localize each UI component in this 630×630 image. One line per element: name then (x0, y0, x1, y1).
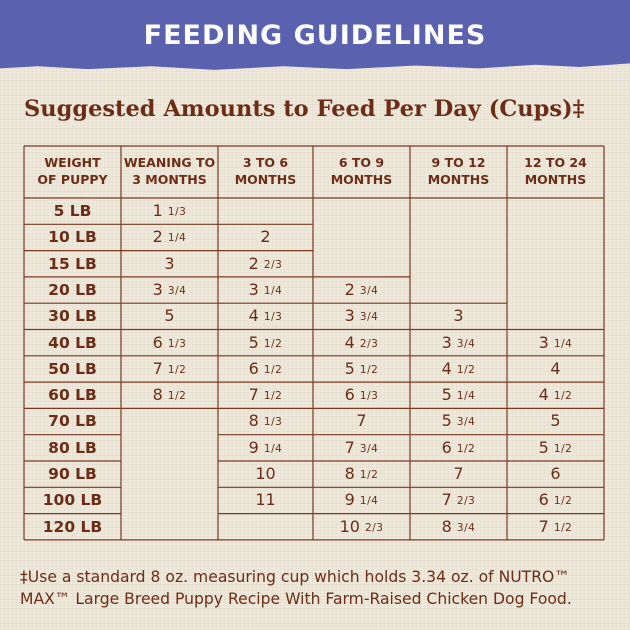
fraction: 1/3 (167, 206, 187, 218)
weight-cell: 90 LB (48, 465, 97, 483)
amount-cell: 2 2/3 (248, 253, 283, 273)
fraction: 1/2 (359, 363, 379, 376)
weight-cell: 50 LB (48, 359, 97, 378)
column-header-line: 9 TO 12 (431, 155, 486, 170)
amount-cell: 7 (356, 411, 367, 431)
fraction: 1/4 (553, 337, 573, 350)
weight-cell: 120 LB (42, 517, 103, 536)
fraction: 1/2 (456, 363, 476, 376)
amount-cell: 1 1/3 (152, 201, 187, 220)
amount-cell: 3 3/4 (344, 306, 379, 326)
fraction: 1/4 (167, 232, 187, 245)
amount-cell: 9 1/4 (344, 490, 379, 510)
fraction: 1/3 (263, 416, 283, 429)
amount-cell: 10 2/3 (339, 516, 384, 536)
fraction: 1/4 (359, 495, 379, 508)
fraction: 3/4 (456, 521, 476, 534)
amount-cell: 6 (550, 464, 561, 483)
amount-cell: 2 (260, 227, 271, 247)
amount-cell: 5 1/2 (248, 332, 283, 352)
amount-cell: 5 3/4 (441, 411, 476, 431)
amount-cell: 3 (453, 306, 464, 326)
amount-cell: 7 (453, 464, 464, 483)
weight-cell: 15 LB (48, 254, 97, 273)
column-header (507, 154, 604, 188)
fraction: 1/3 (359, 390, 379, 403)
amount-cell: 4 1/2 (538, 385, 573, 405)
amount-cell: 2 1/4 (152, 227, 187, 247)
weight-cell: 70 LB (48, 412, 97, 431)
fraction: 3/4 (359, 442, 379, 455)
amount-cell: 3 3/4 (441, 332, 476, 352)
fraction: 2/3 (263, 258, 283, 271)
fraction: 1/4 (263, 284, 283, 297)
amount-cell: 3 3/4 (152, 279, 187, 299)
table-subtitle: Suggested Amounts to Feed Per Day (Cups)‡ (24, 96, 585, 122)
column-header-line: 3 MONTHS (132, 172, 207, 187)
amount-cell: 7 1/2 (152, 358, 187, 378)
fraction: 1/2 (456, 442, 476, 455)
amount-cell: 4 2/3 (344, 332, 379, 352)
fraction: 1/4 (456, 390, 476, 403)
column-header-line: OF PUPPY (37, 172, 108, 187)
weight-cell: 80 LB (48, 438, 97, 457)
fraction: 1/2 (553, 521, 573, 534)
amount-cell: 3 (164, 253, 175, 273)
amount-cell: 3 1/4 (248, 279, 283, 299)
fraction: 3/4 (456, 337, 476, 350)
fraction: 3/4 (359, 311, 379, 324)
amount-cell: 11 (255, 490, 276, 510)
amount-cell: 2 3/4 (344, 279, 379, 299)
fraction: 1/2 (263, 337, 283, 350)
weight-cell: 30 LB (48, 307, 97, 326)
column-header-line: MONTHS (524, 172, 587, 187)
weight-cell: 100 LB (42, 491, 103, 510)
weight-cell: 40 LB (48, 333, 97, 352)
column-header-line: MONTHS (234, 172, 297, 187)
amount-cell: 4 1/2 (441, 358, 476, 378)
amount-cell: 6 1/3 (344, 385, 379, 405)
fraction: 3/4 (456, 416, 476, 429)
amount-cell: 5 (550, 411, 561, 431)
amount-cell: 9 1/4 (248, 437, 283, 457)
page-title: FEEDING GUIDELINES (143, 20, 487, 51)
weight-cell: 5 LB (53, 202, 92, 220)
amount-cell: 10 (255, 464, 276, 483)
fraction: 1/2 (167, 363, 187, 376)
column-header-line: MONTHS (330, 172, 393, 187)
weight-cell: 60 LB (48, 386, 97, 405)
amount-cell: 7 1/2 (248, 385, 283, 405)
amount-cell: 7 2/3 (441, 490, 476, 510)
amount-cell: 7 1/2 (538, 516, 573, 536)
amount-cell: 3 1/4 (538, 332, 573, 352)
column-header-line: MONTHS (427, 172, 490, 187)
column-header (410, 154, 507, 188)
amount-cell: 8 1/3 (248, 411, 283, 431)
fraction: 1/2 (167, 390, 187, 403)
column-header-line: 3 TO 6 (242, 155, 289, 170)
fraction: 1/2 (553, 442, 573, 455)
amount-cell: 8 1/2 (344, 464, 379, 483)
column-header-line: WEIGHT (44, 155, 101, 170)
fraction: 2/3 (456, 495, 476, 508)
fraction: 1/2 (263, 363, 283, 376)
weight-cell: 10 LB (48, 228, 97, 247)
amount-cell: 7 3/4 (344, 437, 379, 457)
amount-cell: 4 1/3 (248, 306, 283, 326)
column-header (24, 154, 121, 188)
column-header-line: 12 TO 24 (524, 155, 587, 170)
fraction: 1/3 (167, 337, 187, 350)
fraction: 2/3 (359, 337, 379, 350)
footnote: ‡Use a standard 8 oz. measuring cup which holds 3.34 oz. of NUTRO™ MAX™ Large Breed Puppy Recipe With Farm-Raised Chicken Dog Food. (20, 568, 572, 608)
column-header (121, 154, 218, 188)
amount-cell: 8 1/2 (152, 385, 187, 405)
fraction: 1/2 (553, 495, 573, 508)
fraction: 1/4 (263, 442, 283, 455)
fraction: 1/2 (359, 469, 379, 481)
amount-cell: 6 1/3 (152, 332, 187, 352)
amount-cell: 6 1/2 (441, 437, 476, 457)
fraction: 3/4 (167, 284, 187, 297)
fraction: 3/4 (359, 284, 379, 297)
fraction: 1/2 (553, 390, 573, 403)
column-header-line: 6 TO 9 (338, 155, 385, 170)
amount-cell: 4 (550, 358, 561, 378)
amount-cell: 6 1/2 (248, 358, 283, 378)
amount-cell: 5 1/4 (441, 385, 476, 405)
column-header (313, 154, 410, 188)
fraction: 1/3 (263, 311, 283, 324)
fraction: 1/2 (263, 390, 283, 403)
fraction: 2/3 (365, 521, 384, 534)
amount-cell: 6 1/2 (538, 490, 573, 510)
amount-cell: 5 (164, 306, 175, 326)
amount-cell: 5 1/2 (538, 437, 573, 457)
amount-cell: 5 1/2 (344, 358, 379, 378)
amount-cell: 8 3/4 (441, 516, 476, 536)
column-header-line: WEANING TO (123, 155, 216, 170)
column-header (218, 154, 313, 188)
weight-cell: 20 LB (48, 280, 97, 299)
